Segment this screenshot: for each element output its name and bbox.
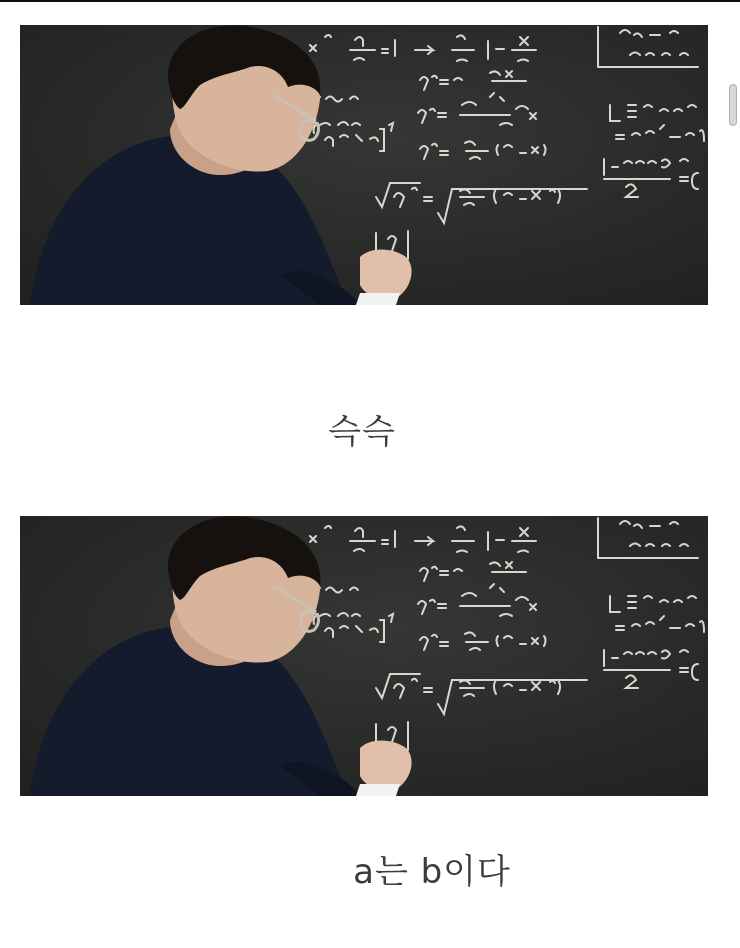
- chalkboard-image-1: [20, 25, 708, 305]
- chalkboard-scene-2: [20, 516, 708, 796]
- chalkboard-scene-1: [20, 25, 708, 305]
- caption-1: 슥슥: [328, 412, 396, 452]
- caption-2: a는 b이다: [353, 852, 511, 892]
- chalkboard-image-2: [20, 516, 708, 796]
- scrollbar-thumb[interactable]: [729, 84, 737, 126]
- top-border: [0, 0, 740, 2]
- shirt-cuff: [356, 293, 400, 305]
- shirt-cuff: [356, 784, 400, 796]
